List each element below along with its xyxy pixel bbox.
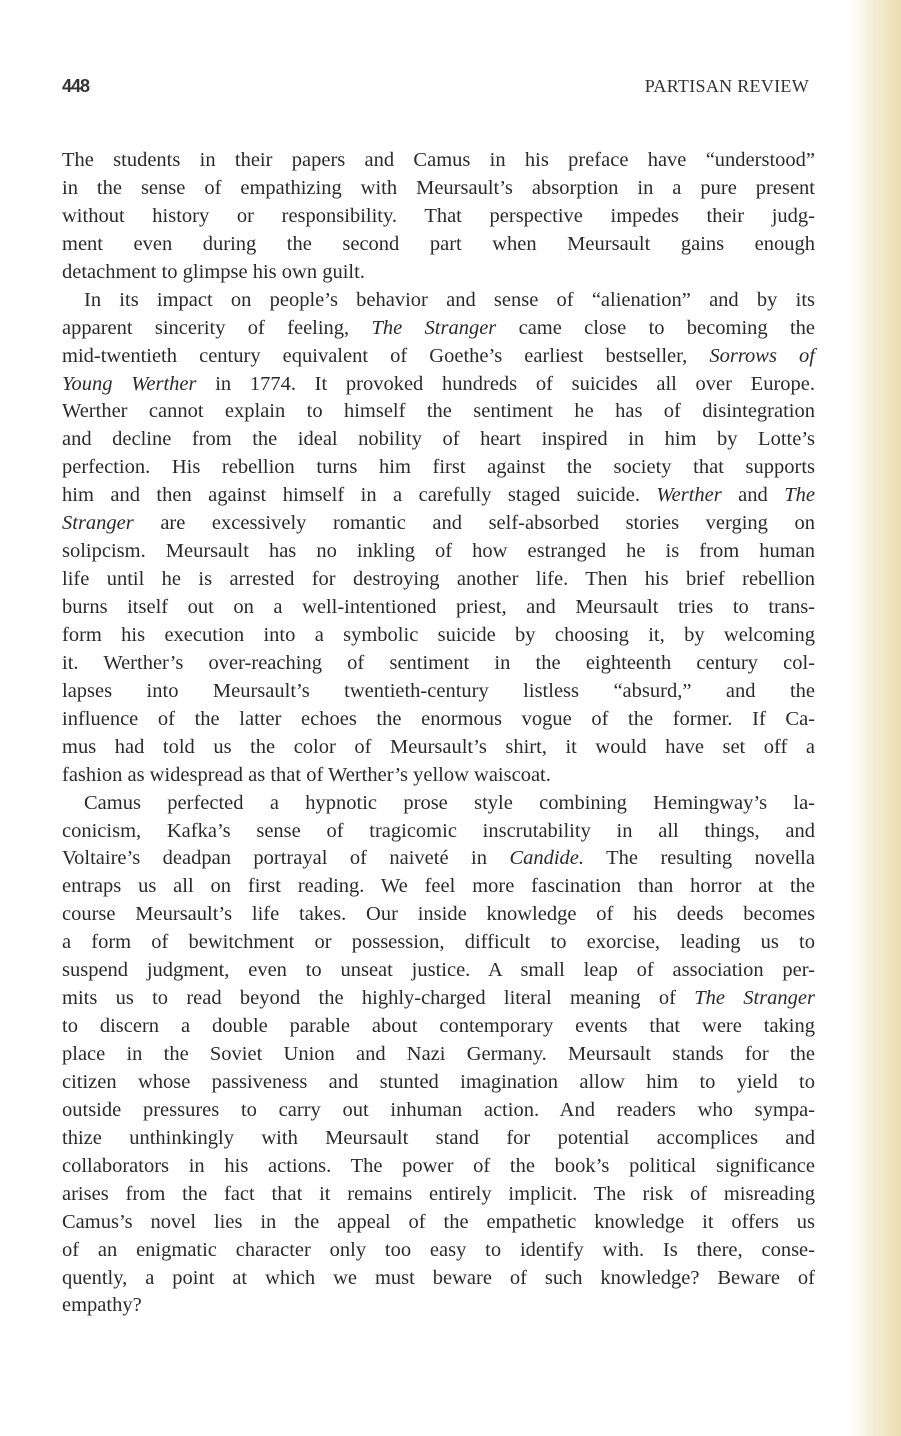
text-segment: thize unthinkingly with Meursault stand for potential accomplices and (62, 1126, 815, 1149)
text-segment: and decline from the ideal nobility of heart inspired in him by Lotte’s (62, 428, 815, 451)
text-segment: Voltaire’s deadpan portrayal of naiveté in (62, 847, 510, 870)
text-line (62, 762, 815, 790)
text-line (62, 706, 815, 734)
italic-title: The (784, 484, 815, 507)
text-line (62, 1292, 815, 1320)
text-segment: Werther cannot explain to himself the sentiment he has of disintegration (62, 400, 815, 423)
text-line (62, 510, 815, 538)
text-line (62, 343, 815, 371)
text-segment: apparent sincerity of feeling, (62, 316, 372, 339)
text-line (62, 901, 815, 929)
text-segment: came close to becoming the (496, 316, 815, 339)
text-segment: are excessively romantic and self-absorbed stories verging on (133, 512, 815, 535)
italic-title: The Stranger (371, 316, 497, 339)
text-segment: course Meursault’s life takes. Our inside knowledge of his deeds becomes (62, 903, 815, 926)
text-segment: fashion as widespread as that of Werther’s yellow waiscoat. (62, 763, 551, 786)
text-segment: collaborators in his actions. The power of the book’s political significance (62, 1154, 815, 1177)
text-line (62, 650, 815, 678)
text-segment: Camus’s novel lies in the appeal of the empathetic knowledge it offers us (62, 1210, 815, 1233)
text-line (62, 790, 815, 818)
text-segment: form his execution into a symbolic suicide by choosing it, by welcoming (62, 623, 815, 646)
text-line (62, 259, 815, 287)
text-segment: a form of bewitchment or possession, difficult to exorcise, leading us to (62, 931, 815, 954)
text-line (62, 985, 815, 1013)
text-line (62, 845, 815, 873)
text-line (62, 1209, 815, 1237)
running-head: PARTISAN REVIEW (644, 76, 809, 96)
text-segment: perfection. His rebellion turns him first against the society that supports (62, 456, 815, 479)
text-line (62, 929, 815, 957)
text-segment: of an enigmatic character only too easy to identify with. Is there, conse- (62, 1238, 815, 1261)
text-line (62, 1265, 815, 1293)
italic-title: Candide. (509, 847, 585, 870)
text-segment: without history or responsibility. That perspective impedes their judg- (62, 204, 815, 227)
text-line (62, 1069, 815, 1097)
italic-title: Sorrows of (709, 344, 815, 367)
text-line (62, 1097, 815, 1125)
italic-title: The Stranger (694, 987, 816, 1010)
text-segment: outside pressures to carry out inhuman action. And readers who sympa- (62, 1098, 815, 1121)
text-segment: empathy? (62, 1294, 142, 1317)
text-line (62, 147, 815, 175)
text-segment: lapses into Meursault’s twentieth-century listless “absurd,” and the (62, 679, 815, 702)
text-segment: him and then against himself in a carefully staged suicide. (62, 484, 657, 507)
text-line (62, 454, 815, 482)
text-segment: to discern a double parable about contemporary events that were taking (62, 1015, 815, 1038)
text-line (62, 203, 815, 231)
text-line (62, 175, 815, 203)
text-line (62, 398, 815, 426)
text-segment: solipcism. Meursault has no inkling of how estranged he is from human (62, 540, 815, 563)
text-segment: entraps us all on first reading. We feel more fascination than horror at the (62, 875, 815, 898)
text-line (62, 371, 815, 399)
text-segment: citizen whose passiveness and stunted imagination allow him to yield to (62, 1070, 815, 1093)
text-line (62, 678, 815, 706)
text-line (62, 1237, 815, 1265)
text-segment: and (721, 484, 785, 507)
text-segment: In its impact on people’s behavior and sense of “alienation” and by its (84, 288, 815, 311)
text-line (62, 1153, 815, 1181)
text-line (62, 873, 815, 901)
text-line (62, 538, 815, 566)
italic-title: Werther (656, 484, 722, 507)
text-segment: it. Werther’s over-reaching of sentiment in the eighteenth century col- (62, 651, 815, 674)
text-line (62, 1125, 815, 1153)
text-segment: conicism, Kafka’s sense of tragicomic inscrutability in all things, and (62, 819, 815, 842)
italic-title: Stranger (62, 512, 134, 535)
text-segment: place in the Soviet Union and Nazi Germany. Meursault stands for the (62, 1043, 815, 1065)
text-line (62, 231, 815, 259)
text-segment: mits us to read beyond the highly-charged literal meaning of (62, 987, 695, 1010)
text-segment: burns itself out on a well-intentioned priest, and Meursault tries to trans- (62, 596, 815, 618)
text-line (62, 287, 815, 315)
text-line (62, 1013, 815, 1041)
text-line (62, 1181, 815, 1209)
text-line (62, 734, 815, 762)
text-segment: The students in their papers and Camus in his preface have “understood” (62, 149, 815, 171)
text-segment: life until he is arrested for destroying another life. Then his brief rebellion (62, 568, 815, 591)
text-line (62, 566, 815, 594)
body-text (62, 147, 815, 1320)
text-line (62, 622, 815, 650)
text-segment: mus had told us the color of Meursault’s shirt, it would have set off a (62, 735, 815, 758)
text-line (62, 482, 815, 510)
text-segment: ment even during the second part when Meursault gains enough (62, 232, 815, 255)
text-line (62, 957, 815, 985)
text-segment: detachment to glimpse his own guilt. (62, 260, 365, 283)
text-segment: The resulting novella (584, 847, 815, 870)
text-segment: mid-twentieth century equivalent of Goethe’s earliest bestseller, (62, 344, 710, 367)
text-line (62, 426, 815, 454)
text-line (62, 315, 815, 343)
text-segment: influence of the latter echoes the enormous vogue of the former. If Ca- (62, 707, 815, 730)
text-segment: in the sense of empathizing with Meursault’s absorption in a pure present (62, 176, 815, 199)
italic-title: Young Werther (62, 372, 197, 395)
text-line (62, 594, 815, 622)
text-segment: Camus perfected a hypnotic prose style combining Hemingway’s la- (84, 791, 815, 814)
text-segment: arises from the fact that it remains entirely implicit. The risk of misreading (62, 1182, 815, 1205)
text-line (62, 818, 815, 846)
text-segment: suspend judgment, even to unseat justice. A small leap of association per- (62, 959, 815, 982)
page-number: 448 (62, 76, 90, 96)
text-segment: quently, a point at which we must beware of such knowledge? Beware of (62, 1266, 815, 1289)
text-segment: in 1774. It provoked hundreds of suicides all over Europe. (196, 372, 815, 395)
text-line (62, 1041, 815, 1069)
